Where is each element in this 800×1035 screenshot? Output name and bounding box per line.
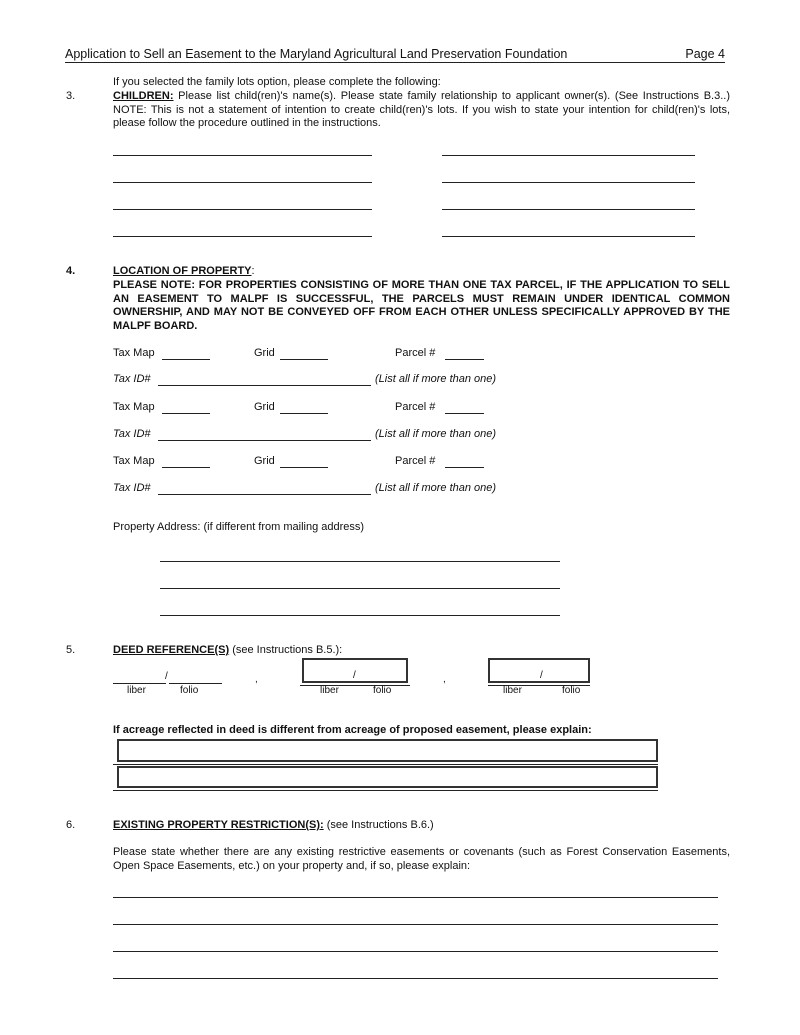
parcel-label-1: Parcel #	[395, 347, 436, 359]
deed-2-slash: /	[353, 670, 356, 681]
grid-label-2: Grid	[254, 401, 275, 413]
section-5-heading-row	[113, 644, 730, 658]
deed-1-folio-field[interactable]	[169, 683, 222, 684]
section-3-heading: CHILDREN:	[113, 90, 174, 102]
tax-id-field-3[interactable]	[158, 494, 371, 495]
tax-map-label-1: Tax Map	[113, 347, 155, 359]
deed-3-slash: /	[540, 670, 543, 681]
section-4-heading: LOCATION OF PROPERTY	[113, 265, 252, 277]
tax-id-label-3: Tax ID#	[113, 482, 151, 494]
deed-1-slash: /	[165, 671, 168, 682]
restriction-explain-line-3[interactable]	[113, 951, 718, 952]
family-lots-intro: If you selected the family lots option, please complete the following:	[113, 76, 441, 88]
deed-2-liber-label: liber	[320, 685, 339, 696]
parcel-label-2: Parcel #	[395, 401, 436, 413]
grid-field-3[interactable]	[280, 467, 328, 468]
section-6-text: Please state whether there are any existing restrictive easements or covenants (such as Forest Conservation Easements, Open Space Easements, etc.) on your property and, if so, please explain:	[113, 846, 730, 872]
restriction-explain-line-4[interactable]	[113, 978, 718, 979]
child-name-field-3a[interactable]	[113, 209, 372, 210]
section-6-number: 6.	[66, 819, 76, 831]
grid-label-3: Grid	[254, 455, 275, 467]
child-name-field-4a[interactable]	[113, 236, 372, 237]
deed-1-liber-field[interactable]	[113, 683, 166, 684]
property-address-line-2[interactable]	[160, 588, 560, 589]
tax-map-field-1[interactable]	[162, 359, 210, 360]
acreage-explain-field-2[interactable]	[117, 766, 658, 788]
child-name-field-1a[interactable]	[113, 155, 372, 156]
child-name-field-2a[interactable]	[113, 182, 372, 183]
tax-id-field-1[interactable]	[158, 385, 371, 386]
tax-id-hint-3: (List all if more than one)	[375, 482, 497, 494]
tax-id-label-1: Tax ID#	[113, 373, 151, 385]
deed-3-folio-label: folio	[562, 685, 581, 696]
section-4-heading-row: LOCATION OF PROPERTY:	[113, 265, 255, 277]
grid-label-1: Grid	[254, 347, 275, 359]
parcel-field-3[interactable]	[445, 467, 484, 468]
section-3-number: 3.	[66, 90, 76, 102]
section-3-text: Please list child(ren)'s name(s). Please state family relationship to applicant owner(s). (See Instructions B.3..) NOTE: This is not a statement of intention to create child(ren)'s lots. If you wish to state your intention for child(ren)'s lots, please follow the procedure outlined in the instructions.	[113, 90, 730, 129]
section-6-ref: (see Instructions B.6.)	[326, 819, 434, 831]
deed-3-liber-label: liber	[503, 685, 522, 696]
section-6-heading-row	[113, 819, 730, 833]
grid-field-1[interactable]	[280, 359, 328, 360]
deed-2-underline	[300, 685, 410, 686]
section-3-body	[113, 90, 730, 131]
parcel-field-1[interactable]	[445, 359, 484, 360]
section-6-heading: EXISTING PROPERTY RESTRICTION(S):	[113, 819, 324, 831]
tax-map-label-3: Tax Map	[113, 455, 155, 467]
tax-map-label-2: Tax Map	[113, 401, 155, 413]
section-5-number: 5.	[66, 644, 76, 656]
section-5-heading: DEED REFERENCE(S)	[113, 644, 230, 656]
acreage-explain-underline-2	[113, 790, 658, 791]
child-name-field-4b[interactable]	[442, 236, 695, 237]
tax-id-hint-1: (List all if more than one)	[375, 373, 497, 385]
deed-2-folio-label: folio	[373, 685, 392, 696]
child-name-field-1b[interactable]	[442, 155, 695, 156]
parcel-field-2[interactable]	[445, 413, 484, 414]
child-name-field-2b[interactable]	[442, 182, 695, 183]
deed-1-folio-label: folio	[180, 685, 199, 696]
child-name-field-3b[interactable]	[442, 209, 695, 210]
tax-id-hint-2: (List all if more than one)	[375, 428, 497, 440]
section-4-note: PLEASE NOTE: FOR PROPERTIES CONSISTING OF MORE THAN ONE TAX PARCEL, IF THE APPLICATION TO SELL AN EASEMENT TO MALPF IS SUCCESSFUL, THE PARCELS MUST REMAIN UNDER IDENTICAL COMMON OWNERSHIP, AND MAY NOT BE CONVEYED OFF FROM EACH OTHER UNLESS SPECIFICALLY APPROVED BY THE MALPF BOARD.	[113, 279, 730, 332]
parcel-label-3: Parcel #	[395, 455, 436, 467]
acreage-explain-underline-1	[113, 764, 658, 765]
page-header	[65, 47, 725, 63]
property-address-line-1[interactable]	[160, 561, 560, 562]
property-address-line-3[interactable]	[160, 615, 560, 616]
property-address-label: Property Address: (if different from mailing address)	[113, 521, 365, 533]
tax-map-field-2[interactable]	[162, 413, 210, 414]
document-title: Application to Sell an Easement to the Maryland Agricultural Land Preservation Foundation	[65, 47, 568, 61]
acreage-explain-prompt: If acreage reflected in deed is different from acreage of proposed easement, please explain:	[113, 724, 592, 736]
deed-1-liber-label: liber	[127, 685, 146, 696]
tax-id-label-2: Tax ID#	[113, 428, 151, 440]
acreage-explain-field-1[interactable]	[117, 739, 658, 762]
tax-map-field-3[interactable]	[162, 467, 210, 468]
grid-field-2[interactable]	[280, 413, 328, 414]
section-4-number: 4.	[66, 265, 76, 277]
section-5-ref: (see Instructions B.5.):	[232, 644, 343, 656]
tax-id-field-2[interactable]	[158, 440, 371, 441]
deed-3-input-box[interactable]	[488, 658, 590, 683]
deed-separator-2: ,	[443, 674, 446, 685]
restriction-explain-line-1[interactable]	[113, 897, 718, 898]
page-number: Page 4	[685, 47, 725, 61]
deed-separator-1: ,	[255, 674, 258, 685]
restriction-explain-line-2[interactable]	[113, 924, 718, 925]
